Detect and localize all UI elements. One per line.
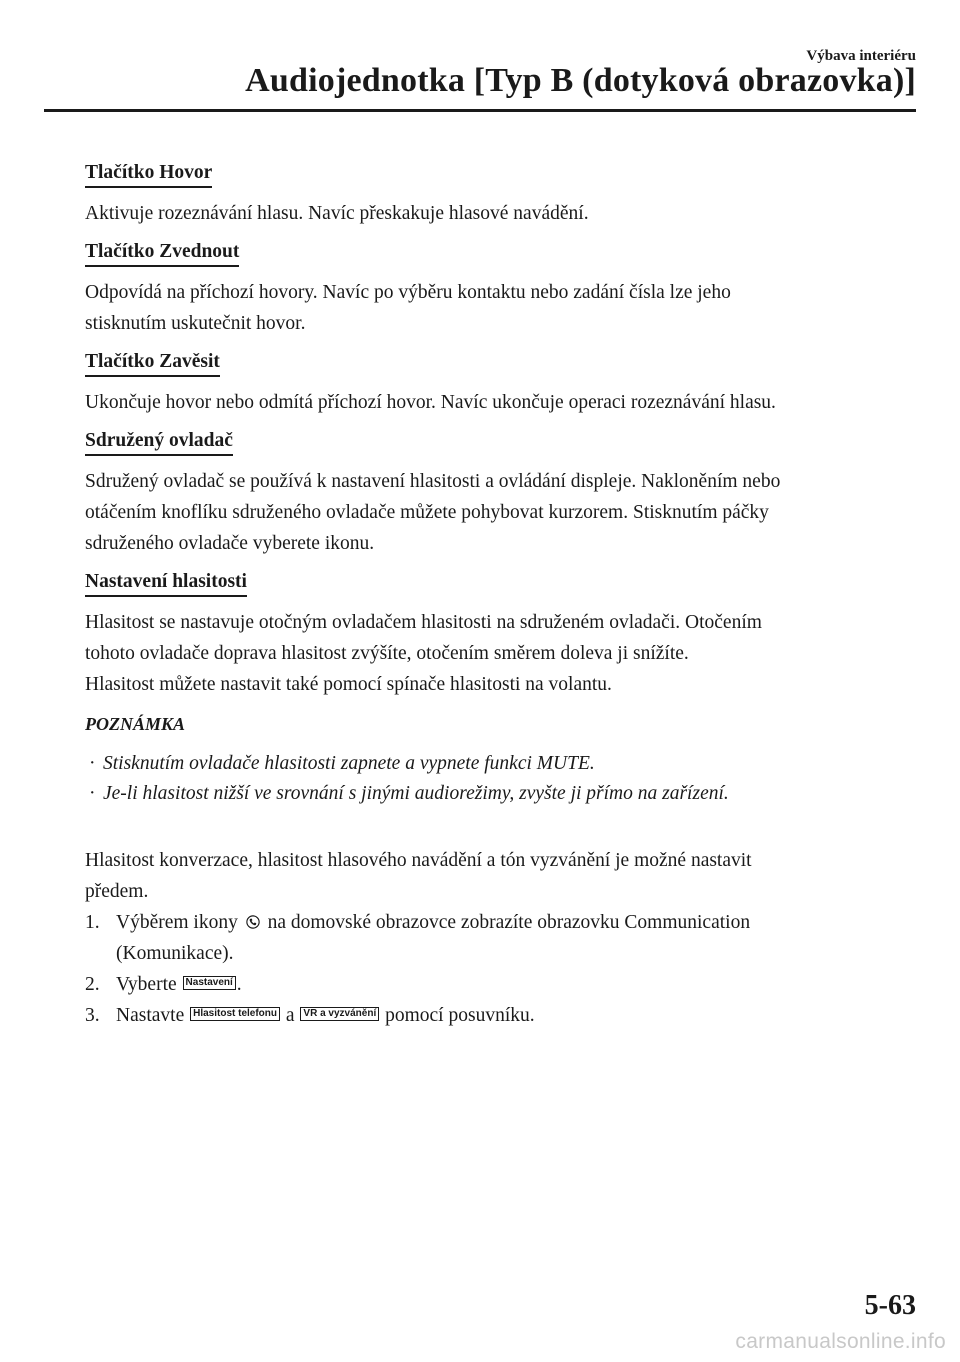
note-text: Stisknutím ovladače hlasitosti zapnete a vypnete funkci MUTE. [103, 753, 595, 774]
body-line: Sdružený ovladač se používá k nastavení hlasitosti a ovládání displeje. Nakloněním nebo [85, 471, 781, 492]
body-line: Odpovídá na příchozí hovory. Navíc po výběru kontaktu nebo zadání čísla lze jeho [85, 282, 731, 303]
step-line [116, 969, 905, 1000]
step-item [85, 969, 905, 1000]
section-body [85, 277, 905, 339]
step-number: 2. [85, 974, 100, 995]
section-answer-button [85, 241, 905, 339]
section-heading: Tlačítko Zavěsit [85, 351, 220, 377]
section-volume-setting [85, 571, 905, 700]
body-line: sdruženého ovladače vyberete ikonu. [85, 533, 375, 554]
note-text: Je-li hlasitost nižší ve srovnání s jinými audiorežimy, zvyšte ji přímo na zařízení. [103, 783, 729, 804]
section-body [85, 607, 905, 700]
step-text: . [236, 974, 242, 995]
header-section-label: Výbava interiéru [806, 48, 916, 64]
note-item [85, 749, 905, 779]
section-body [85, 466, 905, 559]
page-number: 5-63 [864, 1290, 916, 1321]
step-text: pomocí posuvníku. [385, 1005, 535, 1026]
body-line: Aktivuje rozeznávání hlasu. Navíc přeskakuje hlasové navádění. [85, 203, 589, 224]
watermark: carmanualsonline.info [735, 1330, 946, 1353]
section-body [85, 198, 905, 229]
body-line: Hlasitost můžete nastavit také pomocí spínače hlasitosti na volantu. [85, 674, 612, 695]
page-title: Audiojednotka [Typ B (dotyková obrazovka)] [245, 62, 916, 99]
step-line [116, 1000, 905, 1031]
preset-paragraph [85, 845, 905, 907]
body-line: předem. [85, 881, 149, 902]
note-list [85, 749, 905, 809]
step-number: 1. [85, 912, 100, 933]
step-text: Vyberte [116, 974, 177, 995]
body-line: Hlasitost se nastavuje otočným ovladačem hlasitosti na sdruženém ovladači. Otočením [85, 612, 762, 633]
section-body [85, 387, 905, 418]
page-content [85, 162, 905, 1031]
step-item [85, 907, 905, 969]
body-line: Hlasitost konverzace, hlasitost hlasového navádění a tón vyzvánění je možné nastavit [85, 850, 752, 871]
settings-ui-label: Nastavení [183, 976, 236, 990]
section-call-button [85, 162, 905, 229]
note-heading: POZNÁMKA [85, 714, 186, 734]
vr-ringtone-ui-label: VR a vyzvánění [300, 1007, 379, 1021]
step-line: (Komunikace). [116, 943, 234, 964]
step-line [116, 907, 905, 938]
bullet-icon: · [89, 783, 96, 804]
steps-list [85, 907, 905, 1031]
body-line: tohoto ovladače doprava hlasitost zvýšíte, otočením směrem doleva ji snížíte. [85, 643, 689, 664]
section-heading: Tlačítko Zvednout [85, 241, 239, 267]
section-heading: Tlačítko Hovor [85, 162, 212, 188]
bullet-icon: · [89, 753, 96, 774]
section-hangup-button [85, 351, 905, 418]
header-rule [44, 109, 916, 112]
step-text: a [285, 1005, 295, 1026]
section-heading: Nastavení hlasitosti [85, 571, 247, 597]
step-text: na domovské obrazovce zobrazíte obrazovku Communication [267, 912, 751, 933]
section-heading: Sdružený ovladač [85, 430, 233, 456]
body-line: Ukončuje hovor nebo odmítá příchozí hovor. Navíc ukončuje operaci rozeznávání hlasu. [85, 392, 776, 413]
body-line: stisknutím uskutečnit hovor. [85, 313, 306, 334]
body-line: otáčením knoflíku sdruženého ovladače můžete pohybovat kurzorem. Stisknutím páčky [85, 502, 769, 523]
note-block [85, 714, 905, 809]
section-commander-control [85, 430, 905, 559]
phone-icon [246, 915, 260, 929]
step-item [85, 1000, 905, 1031]
step-text: Nastavte [116, 1005, 185, 1026]
step-number: 3. [85, 1005, 100, 1026]
phone-volume-ui-label: Hlasitost telefonu [190, 1007, 280, 1021]
step-text: Výběrem ikony [116, 912, 238, 933]
note-item [85, 779, 905, 809]
